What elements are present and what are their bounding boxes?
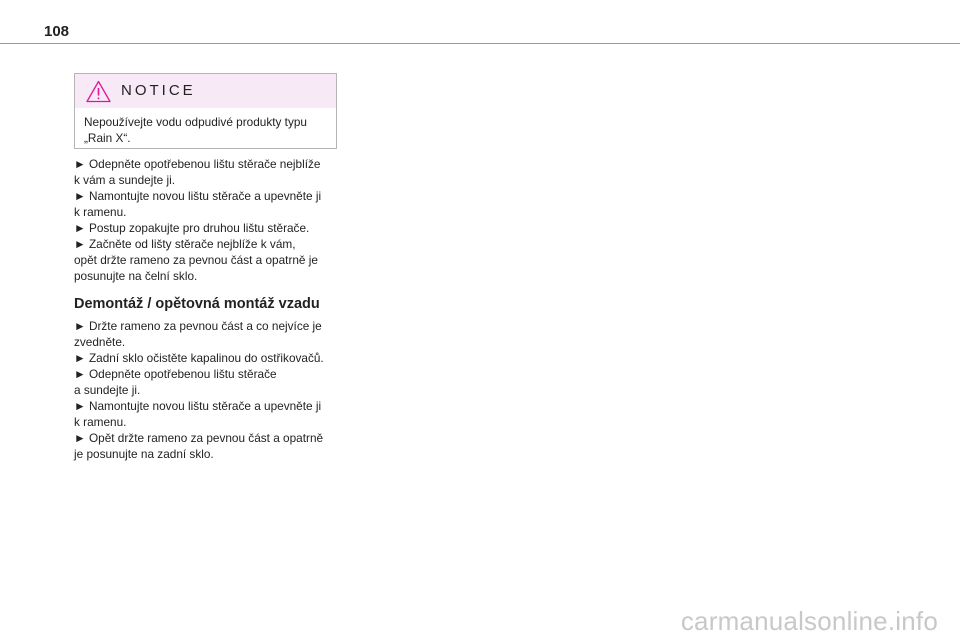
step-line: ► Opět držte rameno za pevnou část a opatrně bbox=[74, 431, 324, 445]
warning-triangle-icon bbox=[86, 80, 111, 103]
step-line: ► Odepněte opotřebenou lištu stěrače bbox=[74, 367, 277, 381]
step-line: ► Namontujte novou lištu stěrače a upevněte ji bbox=[74, 399, 322, 413]
notice-text bbox=[84, 114, 329, 146]
watermark-text: carmanualsonline.info bbox=[680, 606, 938, 636]
step-line: opět držte rameno za pevnou část a opatrně je bbox=[74, 253, 318, 267]
page-number: 108 bbox=[44, 23, 70, 40]
step-line: k ramenu. bbox=[74, 205, 127, 219]
front-steps-paragraph bbox=[74, 156, 344, 284]
notice-title: NOTICE bbox=[121, 82, 196, 99]
step-line: k vám a sundejte ji. bbox=[74, 173, 175, 187]
notice-line: „Rain X“. bbox=[84, 131, 131, 145]
rear-steps-paragraph bbox=[74, 318, 344, 462]
section-heading: Demontáž / opětovná montáž vzadu bbox=[74, 296, 320, 312]
step-line: zvedněte. bbox=[74, 335, 126, 349]
notice-box bbox=[74, 73, 337, 149]
step-line: k ramenu. bbox=[74, 415, 127, 429]
step-line: je posunujte na zadní sklo. bbox=[74, 447, 214, 461]
notice-header bbox=[75, 74, 336, 108]
header-divider bbox=[0, 43, 960, 44]
notice-line: Nepoužívejte vodu odpudivé produkty typu bbox=[84, 115, 307, 129]
step-line: ► Zadní sklo očistěte kapalinou do ostřikovačů. bbox=[74, 351, 324, 365]
step-line: ► Odepněte opotřebenou lištu stěrače nejblíže bbox=[74, 157, 321, 171]
step-line: a sundejte ji. bbox=[74, 383, 141, 397]
step-line: ► Začněte od lišty stěrače nejblíže k vám, bbox=[74, 237, 296, 251]
step-line: ► Držte rameno za pevnou část a co nejvíce je bbox=[74, 319, 322, 333]
step-line: ► Namontujte novou lištu stěrače a upevněte ji bbox=[74, 189, 322, 203]
step-line: posunujte na čelní sklo. bbox=[74, 269, 198, 283]
step-line: ► Postup zopakujte pro druhou lištu stěrače. bbox=[74, 221, 310, 235]
